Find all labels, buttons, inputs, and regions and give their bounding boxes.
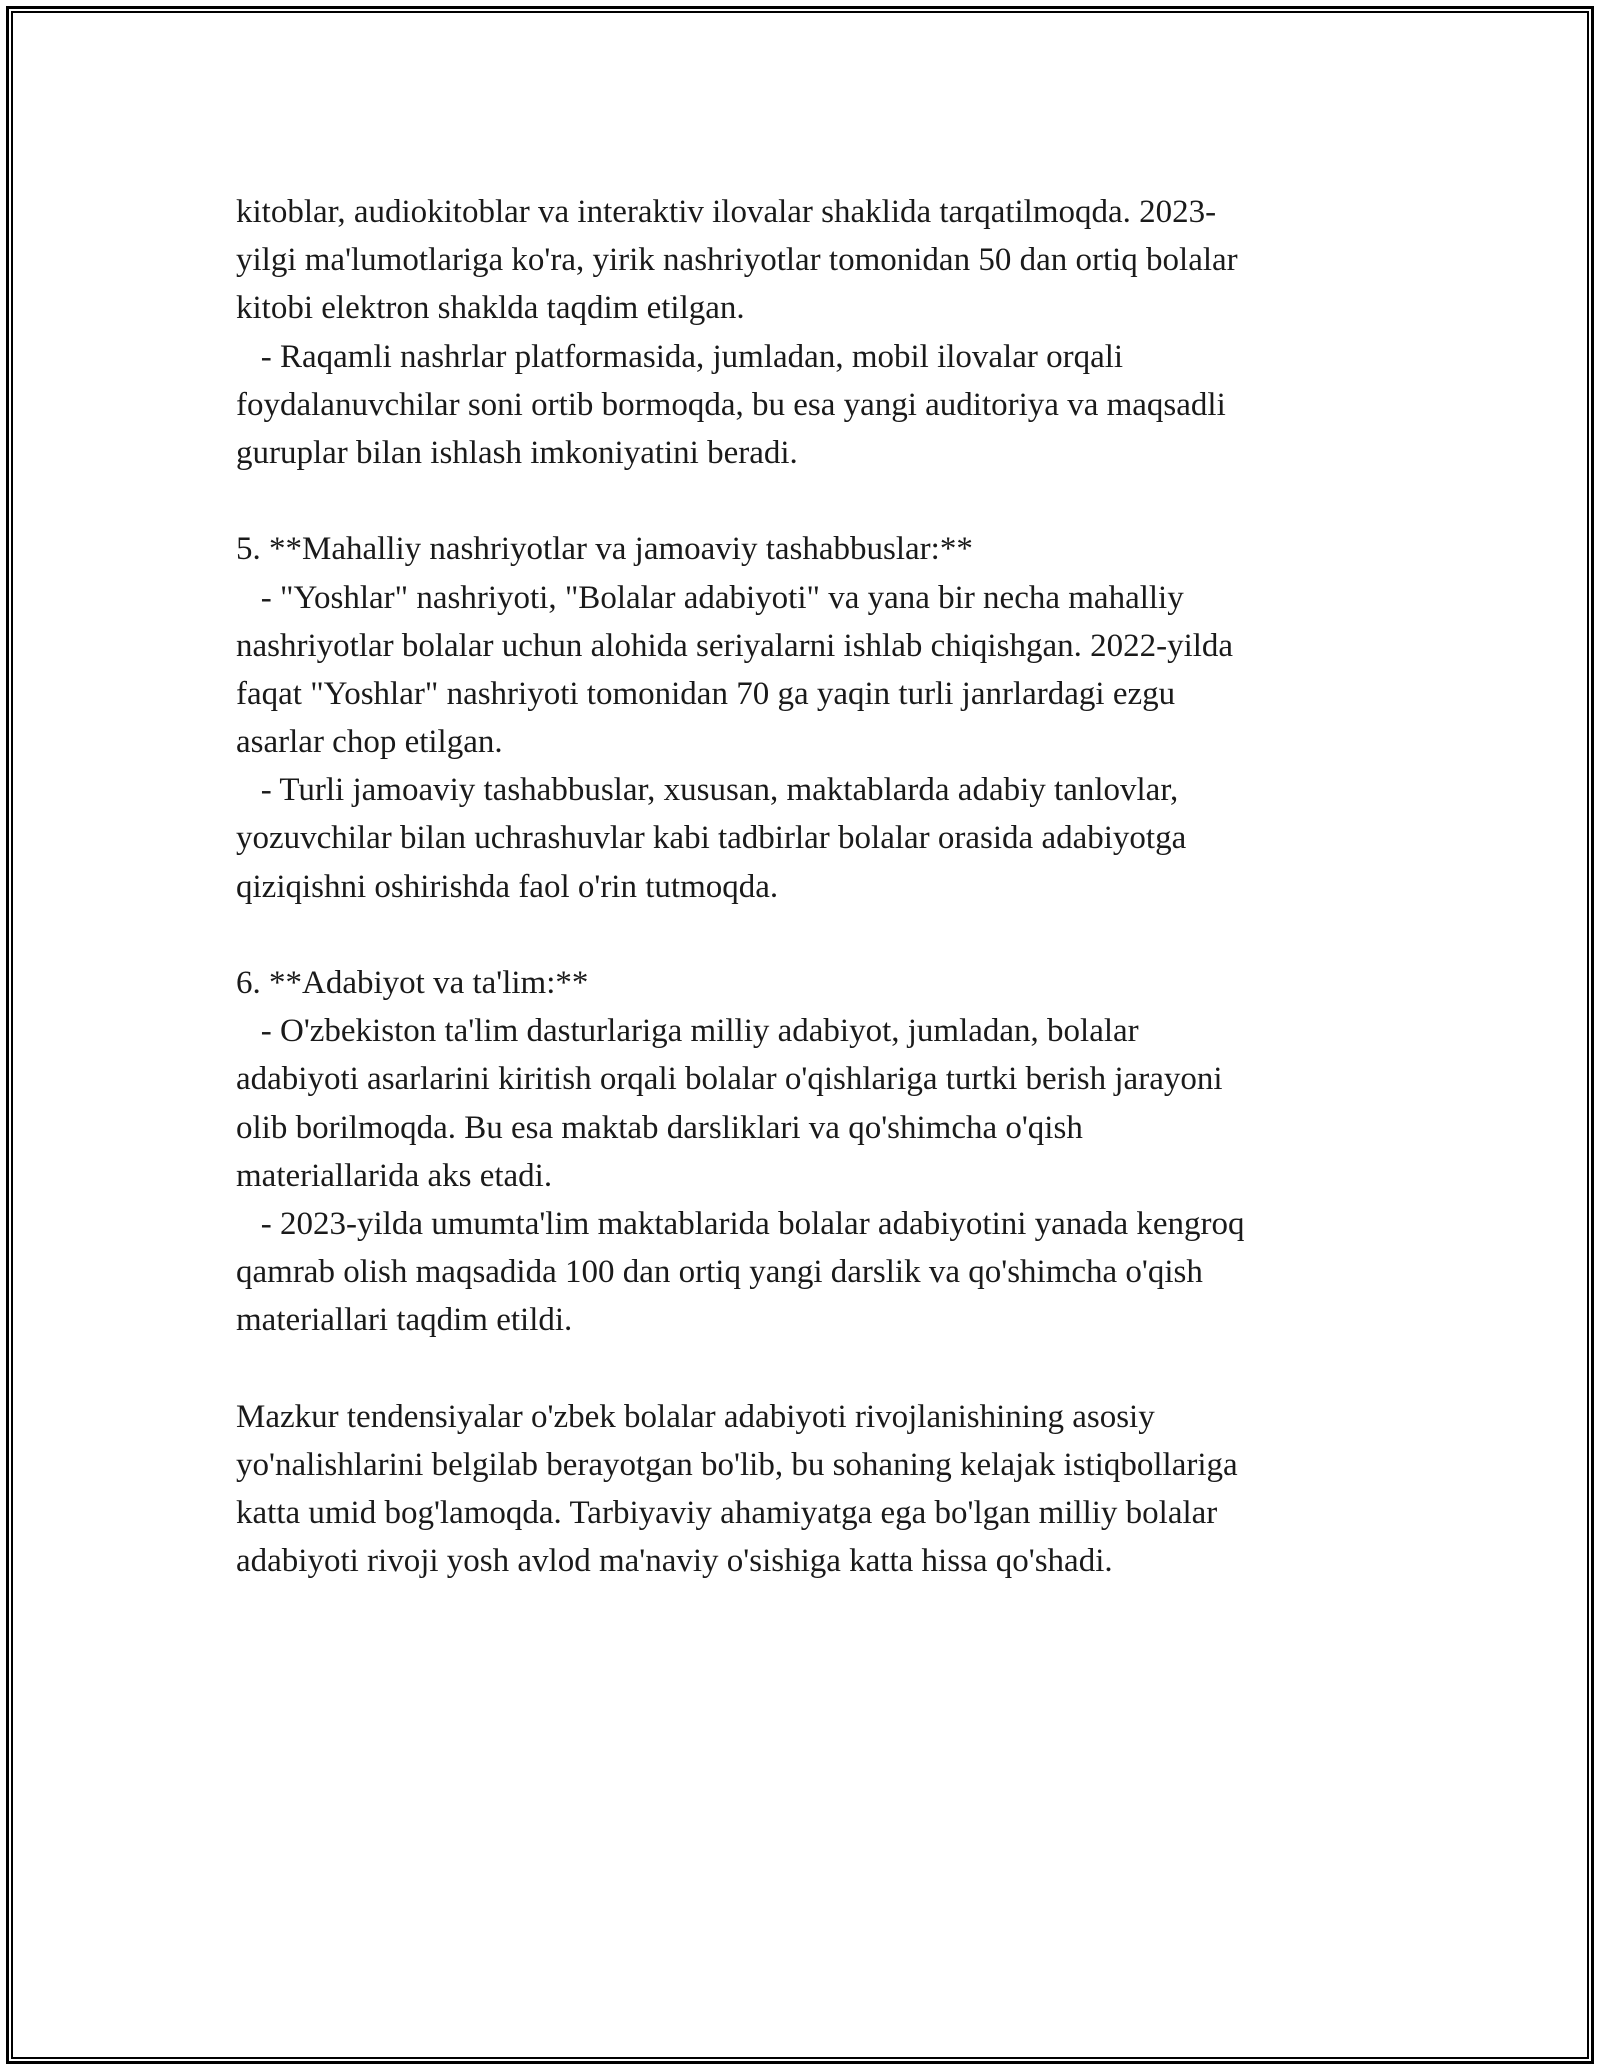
text-line: - O'zbekiston ta'lim dasturlariga milliy adabiyot, jumladan, bolalar bbox=[236, 1013, 1139, 1050]
section-literature-education bbox=[236, 959, 1366, 1345]
text-line: nashriyotlar bolalar uchun alohida seriyalarni ishlab chiqishgan. 2022-yilda bbox=[236, 627, 1234, 664]
text-line: - Raqamli nashrlar platformasida, jumladan, mobil ilovalar orqali bbox=[236, 338, 1124, 375]
section-local-publishers bbox=[236, 525, 1366, 911]
paragraph-spacer bbox=[236, 1345, 1366, 1393]
text-line: faqat "Yoshlar" nashriyoti tomonidan 70 ga yaqin turli janrlardagi ezgu bbox=[236, 675, 1176, 712]
text-line: - "Yoshlar" nashriyoti, "Bolalar adabiyoti" va yana bir necha mahalliy bbox=[236, 579, 1184, 616]
text-line: guruplar bilan ishlash imkoniyatini beradi. bbox=[236, 434, 798, 471]
section-heading: 5. **Mahalliy nashriyotlar va jamoaviy tashabbuslar:** bbox=[236, 531, 973, 568]
document-body bbox=[236, 188, 1366, 1585]
paragraph-spacer bbox=[236, 911, 1366, 959]
text-line: adabiyoti asarlarini kiritish orqali bolalar o'qishlariga turtki berish jarayoni bbox=[236, 1061, 1223, 1098]
text-line: kitobi elektron shakldа taqdim etilgan. bbox=[236, 290, 745, 327]
text-line: adabiyoti rivoji yosh avlod ma'naviy o'sishiga katta hissa qo'shadi. bbox=[236, 1543, 1113, 1580]
paragraph-conclusion bbox=[236, 1393, 1366, 1586]
text-line: qiziqishni oshirishda faol o'rin tutmoqda. bbox=[236, 868, 779, 905]
text-line: asarlar chop etilgan. bbox=[236, 724, 503, 761]
paragraph-digital-publishing bbox=[236, 188, 1366, 477]
text-line: materiallari taqdim etildi. bbox=[236, 1302, 573, 1339]
text-line: Mazkur tendensiyalar o'zbek bolalar adabiyoti rivojlanishining asosiy bbox=[236, 1398, 1155, 1435]
text-line: - Turli jamoaviy tashabbuslar, xususan, maktablarda adabiy tanlovlar, bbox=[236, 772, 1179, 809]
text-line: olib borilmoqda. Bu esa maktab darsliklari va qo'shimcha o'qish bbox=[236, 1109, 1083, 1146]
text-line: yo'nalishlarini belgilab berayotgan bo'lib, bu sohaning kelajak istiqbollariga bbox=[236, 1446, 1238, 1483]
text-line: materiallarida aks etadi. bbox=[236, 1157, 553, 1194]
text-line: qamrab olish maqsadida 100 dan ortiq yangi darslik va qo'shimcha o'qish bbox=[236, 1254, 1203, 1291]
paragraph-spacer bbox=[236, 477, 1366, 525]
text-line: yozuvchilar bilan uchrashuvlar kabi tadbirlar bolalar orasida adabiyotga bbox=[236, 820, 1187, 857]
text-line: foydalanuvchilar soni ortib bormoqda, bu esa yangi auditoriya va maqsadli bbox=[236, 386, 1226, 423]
text-line: yilgi ma'lumotlariga ko'ra, yirik nashriyotlar tomonidan 50 dan ortiq bolalar bbox=[236, 242, 1238, 279]
text-line: - 2023-yilda umumta'lim maktablarida bolalar adabiyotini yanada kengroq bbox=[236, 1205, 1245, 1242]
text-line: katta umid bog'lamoqda. Tarbiyaviy ahamiyatga ega bo'lgan milliy bolalar bbox=[236, 1495, 1218, 1532]
text-line: kitoblar, audiokitoblar va interaktiv ilovalar shaklida tarqatilmoqda. 2023- bbox=[236, 194, 1217, 230]
section-heading: 6. **Adabiyot va ta'lim:** bbox=[236, 965, 589, 1001]
